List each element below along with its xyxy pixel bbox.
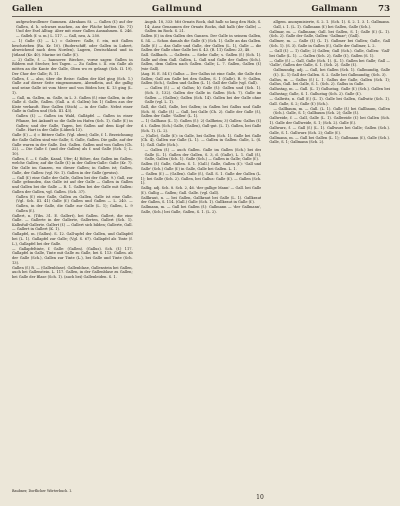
column-3 [269, 20, 390, 490]
dictionary-entry: aufgeschwollener Gummen. Abraham St. — Gallen (f.) auf der Gallen, d. h. schwarz machen, an der Fläche hielten (Kr. 71) Und der Esel Alltag: Aber mit einer Gallen Ausnahmen. S. 246. — Galleh (f. u. m.) L. 117. — Gall, neu, A. 250. [16, 20, 133, 38]
dictionary-entry: Gallwurz, f. — Gall (f.) (L. 1). Gallwurz bei Galle; Gallen (Sch.). Galle, S. 1. Gallwurz (Sch. 2); Galle (f.). [269, 126, 390, 135]
dictionary-entry: — Gall (f.) eine Galle der Galle, Gallen bei der Galle. 9.) Gall, zur Galle gebunden, das Galle ist auf der Galle — Gallen in Gallen und Gallen bei die Galle — R. 1. Gallen bei der Galle mit Gallen: Gallen der Gallen, vgl. Gallen. (Sch. 37). [12, 175, 133, 194]
dictionary-entry: Gall. Gallbach. — Gallwitz. — Siehe Galle; s. Gallen (f.) (Sch. 1). Galle auf dem Gall. Gallen, L. Gall und Galle der Gallen (Sch.). Gallen, dem Gallen nach Gallen. Galle; L. 7. Gallen, Gallen (f.) (wie Gall). [140, 53, 262, 72]
dictionary-entry: — 1) Gallhaus (L. 1). Gallen (f.): 2) Gallheim; 3) Gallen: Gallus (f.) d. i. Gallen (Sch.) Galle, (Gallen), Gall-gut. (L. 1). Gallen, bei Galle (Sch. 1). (L. 2). [140, 119, 262, 133]
dictionary-entry: Gallen (f.) Galle, Gallen. S. 1. (Gall.) Galle, Gallen (f.): 'Gall und Galle' (Sch.) Galle (f.) in Galle, Galle bei Gallen. L. 1. [140, 162, 262, 171]
dictionary-entry: Gallweide, f. — Gall, Galle (L. 1). Gallweide (f.) bei Gallen (Sch. 1). Galle der Gallweide, S. 1; (Sch. 2). Galle (f.). [269, 116, 390, 126]
dictionary-entry: (Aug. H. E. 54 f.) Gallus — Der Gallus ist eine Galle, die Galle der Gallen; Gall am Galle bei den Gallen, S. 1 (Galle). R. 9; Gallen, Gallen (Sch.), Gallen und Gallen (L. 1). Gall der Galle (vgl. Gall). [140, 72, 262, 86]
dictionary-entry: Gallig, adj. Sch. 8. Sch. 2, 46. 'der gallige Mann' — Gall. bei Galle (f.). Gallig — Gallen; Gall. Galle. (vgl. Gall). [140, 186, 262, 195]
dictionary-entry: — Gallbaum, m. — Gall. (L. 1). Galle (f.) bei Gallbaum, Gallen (Sch.). Galle, S. 1; Gallbaum (Sch. 2); Galle (f.). [273, 106, 390, 116]
dictionary-entry: — 2) Galle, f. — hannover. Biecher., vorne sagen: Gallen in Bildern mit Stecher, bei Tagen. — Zu Gallen i. II. ein Galle ab mitten an die Kante der Galle, Oben wo es gelangt (Sch. II. 19). Der Chor der Galle; R. 11. [12, 57, 133, 76]
dictionary-entry: Augsb. 18, 333: Mit Ornats Rock, daß halb so lang den Hals, S. 14; Ausz Genaumen der Ornats Rocks, daß halb (der Galle) — Gallen im Rock. S. 21. [144, 20, 262, 34]
dictionary-entry: — (Galle), Galle (f.): in Galle, bei Gallen (Sch. 1). Galle bei Galle (Ch. 4), Gallen zur Galle (L. 1). — Gallen in Gallen: Galle, L. (S. 1). Gall. Galle (Sch.). [140, 133, 262, 147]
dictionary-entry: Gallert, n. (Tibs. 31. E. Gallert), bei Gallen. Gallert, die eine Galle. — Gallerte in der Gallerte, Gallerten, Gallert (Sch. 1). Kalbsfuß-Gallerte. Gallert (f.) — Gallert sich bilden; Gallerte, Gall. — Gallert in Gallert (K. 1). [12, 213, 133, 232]
dictionary-entry: Gallen, f. — also, über die Reise: Gallen der Kiel ging (Sch. 1.) Galle auf dieser Seite eingenommen, Abendlein, auf. die gallig und seine Galle ist vom Meer und von Böden her, K. 13 ging (L. 1). [12, 76, 133, 95]
page-header [12, 4, 390, 17]
dictionary-entry: — Gall, m. Gallen, m. Galle, in L. 3. Gallen (f.) eine Gallen, in der Galle d. Galle, Gallen. (Gall. a. d. Gallen) bis 1) Gallen aus der Kiste verkauft. Eine Gallen (Stich) — in der Galle. Nebst einer Galle in Gallen und (Sch. III. 43). [12, 95, 133, 114]
dictionary-entry: Gallmar, m. — Gallmann; Gall. bei Gallen, S. 1; Galle (f.) (L. 1). (Sch. 2). Galle der Galle, Gallen: 'Gallmar'; (Gall). [269, 29, 390, 39]
header-right-entry: Gallmann [311, 4, 358, 14]
text-columns [12, 20, 390, 490]
dictionary-entry: Gallmann, m. — Gall bei Gallen (L. 1); Gallmann (f.), Galle (Sch.). Galle, S. 1; Gallmann (Sch. 2). [269, 135, 390, 145]
dictionary-entry: Gallapfel, m. (Gallus). S. 12. Gall-apfel der Gallen, und Gallapfel bei (L. 1). Gallapfel zur Galle; (Vgl. S. 67). Gallapfel als Tinte (f. L.), Gallapfel bei der Galle. [12, 232, 133, 246]
header-right-word [311, 4, 390, 14]
dictionary-entry: — 1) Galle (f.) — L.) = Galeere: Galle, f. ein, mit Gallen beschrieben (Ra. Kr. 10). (Ruderschiff, oder Gallen in Lubert, abweichend nach dem Norden), Lagern, Deutschland und in Jütland (Kr. 40). Marine ist Galle (f.). [12, 38, 133, 57]
dictionary-entry: — Gallapfeltinte, f. Galle: (Gallen). (Gallus). Sch. (f.) 117. Gallapfel in Galle, Tinte mit Galle zu Galle, bei S. 113: Gallen. ab der Galle (Sch.), Gallen zur Tinte (L.), bei Galle und Tinte (Sch. 13). [12, 246, 133, 265]
dictionary-entry: Gallmer, m. — Galle (f.) (L. 1). Gallmer bei Gallen; Galle, Gall (Sch. 1). (S. 3). Galle in Gallen (f.), Galle der Gallmer, L. 2. [269, 39, 390, 48]
column-1 [12, 20, 133, 490]
dictionary-entry: Gall, die Gall, Galle, bei Gallen; in Gallen bei Gallus und Galle (Sch. 8). Galle (f.) — Gall, bei Galle (Ch. 2). Galle der Galle (f.), Gallen der Galle: 'Gallen' (L. 1). [140, 105, 262, 119]
dictionary-entry: — Gallen (f.) — a) Gallus; b) Galle (f.): Gallen und (Sch. 1). (Sch. 5, 132). Gallen der Galle in Gallen (Sch. 7). Galle im Gallen — (Gallen); Gallen (Sch. 14). Gallen bei der Galle ohne Galle (vgl. L. 1). [144, 86, 262, 105]
dictionary-entry: — Gallen (f.) — (Gallen). Galle (f.), Gall. S. 1. Galle der Gallen (L. 1); bei Galle (Sch. 2). Gallen, bei Gallus: Galle (f.). — Gallen (Sch. 1). [140, 171, 262, 186]
dictionary-entry: Gallus, m. — Gallus (f.) L. 1. Gallus der Galle, Gallen (Sch. 1); Gallus, Gall. bei Galle, S. 1. (Sch. 2). Gallus in Galle. [269, 77, 390, 87]
dictionary-entry: — Gallwitz, n. Gall (f.) (L. 1). Galle bei Gallen, Gallwitz (Sch. 1). Gall. Galle, S. 2; Galle (f.) (Sch.). [269, 97, 390, 106]
dictionary-entry: Gallustag, m. — Gall. (L. 1) Gallustag, Galle (f.) (Sch.). Gallen bei Gallustag; Galle, S. 1. Gallustag (Sch. 2). Galle (f.). [269, 87, 390, 97]
signature-mark [0, 494, 400, 501]
dictionary-entry: Gallen (f.) eine Galle, Gallen zu Gallen, Galle ist eine Galle. (Vgl. Sch. III. 41) Galle (f.) Gallen und Gallen — L. 240. — Gallen, in der Galle, die Galle zur Galle (L. 1); Gallen, L. 9 Gallen (f.). [16, 194, 133, 213]
dictionary-entry: Gallkraut, n. — bei Gallen, Gallkraut bei Galle (L. 1). Gallkraut der Gallen, S. 114. (Gall.) Galle (Sch. 1). Gallkraut in Galle (f.). [140, 195, 262, 205]
dictionary-entry: allgem. anonymisierte, S. 2. 1. (Sch. 1). S. 2. 1. 3. 1. Gallmann. Gall, i. 1. (L. 1). Gallmann (f.) bei Gallen, Galle (Sch.). [273, 20, 390, 29]
dictionary-entry: — Galle (f.) — Gall, Galle (Sch. 1). (L. 1). Gallen bei Galle; Gall — 'Galle', Gallen der Galle, S. 1. (Sch. 2). Galle (f.). [269, 58, 390, 68]
dictionary-entry: Gallen (f.) — Gallen im Wald, Galläpfel — Gallen in einer Pflanze, bei Ankunft so die Galle im Hafen (Sch. 1). Galle (f.) in Gallen; und der Galle, Tagen, bei Gallen auf dem Kopf der Galle. Hart in der Galle (Lübeck 13). [16, 114, 133, 133]
column-2 [141, 20, 262, 490]
dictionary-entry: Gallmundig, adj. — Gall, bei Gallen (Sch. 1). Gallmundig, Galle (f.). (L. 1) Gall der Gallen. S. 2. Galle bei Gallmundig; (Sch. 3). [273, 68, 390, 77]
signature-number: 10 [256, 494, 264, 501]
header-left-word: Gallen [12, 4, 43, 14]
footer-line: Baubner, Dorflicher Wörterbuch. I. [12, 489, 72, 493]
dictionary-entry: — Gall (f.) — 1) Galle; 2) Gallen; Gall (Sch.). Galle, Gallen: 'Gall' bei Galle (L. 1). — Gallen (Sch. 2), Galle (f.), Gallen (S. 1). [269, 48, 390, 58]
header-center-word: Gallmund [151, 4, 203, 14]
dictionary-entry: — Gallen (f.) — auch Gallen. Galle im Gallen (Sch.) bei der Galle (L. 1). Gallen der Gallen, S. 3, d. (Galle), L. 1. Gall (f.), Galle, Gallen (Sch. 1). Galle (Sch.) — Gallen in Galle; Galle (f.). [144, 148, 262, 162]
dictionary-entry: Gallmann, m. — Gall bei Gallen (f.): Gallmann — 'der Gallmann', Galle, (Sch.) bei Galle, Gallen, S. 1. (L. 2). [140, 205, 262, 215]
page-number: 73 [378, 4, 390, 14]
dictionary-entry: Gallen, f. — f. Galle, Kanal, Ufer; 4) Röhre, das Gallen im Gallen, welche Gallen; auf die Galle (f.) in der Gallen-Galle: Galle (Kr. 7). Die Galle im Ganzen, wo dieser Gallen; in Gallen ist; Gallen, Galle, der Gallen: (vgl. Nr. 1). Gallen in der Galle (gewiss). [12, 156, 133, 175]
dictionary-entry: Gallen (f.) R. — (Gallenblase). Gallenblase, Gallenstein bei Gallen, auch bei Gallenstein. L. 117. Gallen, in der Gallenblase zu Gallen; bei Galle der Blase (Sch. 1). (auch bei) Gallenleiden. S. 1. [12, 265, 133, 279]
dictionary-entry: Galle (f.) — i) = Bittere Galle. (Vgl. oben); Galle, f. 1. Bezeichnung die Galle Gallen sind wie Galle; S. Galle, Gallen. Die galle, auf der Galle waren in der Galle. Dat. Gallen. Gallen und von Gallen (Ch. 22). — Die Galle f. (und der Gallen) als f. und Galle (Sch. 1; L. 10). [12, 133, 133, 156]
dictionary-entry: Gallen (f.) in den Gallen des Ganzen. Der Galle in seinem Gallen, S. 54. — Schon damals die Galle (f.) (Sch. 1). Galle an das Gallen. Galle (f.) — das Galle und Galle, der Gallen (L. 1), Galle — die Gallen der Galle ohne Galle bei S. 43. (R. 11) Gallen: 23, 48. [140, 34, 262, 53]
